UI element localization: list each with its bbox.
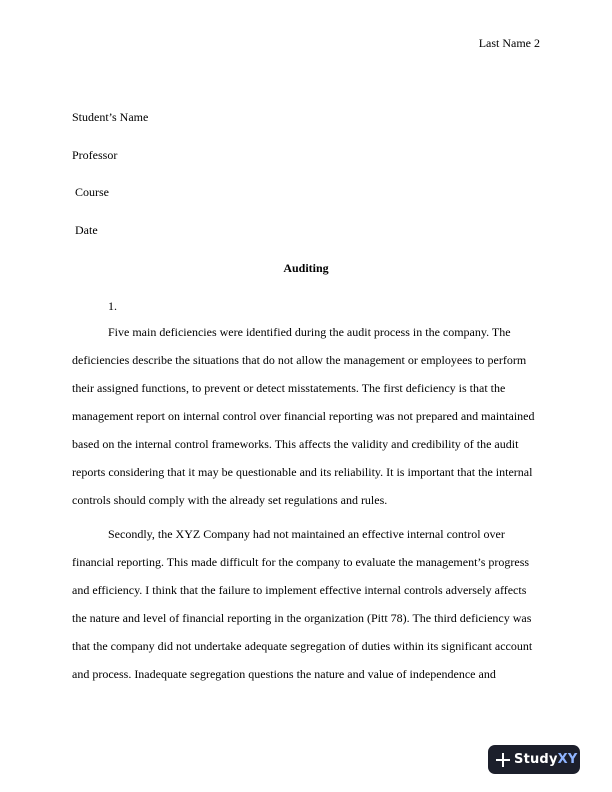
plus-icon bbox=[496, 753, 510, 767]
studyxy-watermark-badge bbox=[488, 745, 580, 774]
student-name: Student’s Name bbox=[72, 110, 149, 124]
section-number: 1. bbox=[108, 299, 117, 313]
document-title: Auditing bbox=[283, 261, 329, 275]
course-name: Course bbox=[75, 185, 109, 199]
watermark-brand-main: Study bbox=[514, 752, 558, 767]
watermark-brand bbox=[514, 752, 577, 767]
body-paragraph-2: Secondly, the XYZ Company had not maintained an effective internal control over financial reporting. This made difficult for the company to evaluate the management’s progress and efficiency. I think that the failure to implement effective internal controls adversely affects the nature and level of financial reporting in the organization (Pitt 78). The third deficiency was that the company did not undertake adequate segregation of duties within its significant account and process. Inadequate segregation questions the nature and value of independence and bbox=[72, 527, 533, 681]
body-paragraph-1: Five main deficiencies were identified during the audit process in the company. The deficiencies describe the situations that do not allow the management or employees to perform their assigned functions, to prevent or detect misstatements. The first deficiency is that the management report on internal control over financial reporting was not prepared and maintained based on the internal control frameworks. This affects the validity and credibility of the audit reports considering that it may be questionable and its reliability. It is important that the internal controls should comply with the already set regulations and rules. bbox=[72, 325, 535, 507]
watermark-brand-accent: XY bbox=[557, 752, 578, 767]
running-head: Last Name 2 bbox=[478, 36, 540, 50]
date-line: Date bbox=[75, 223, 98, 237]
professor-name: Professor bbox=[72, 148, 118, 162]
